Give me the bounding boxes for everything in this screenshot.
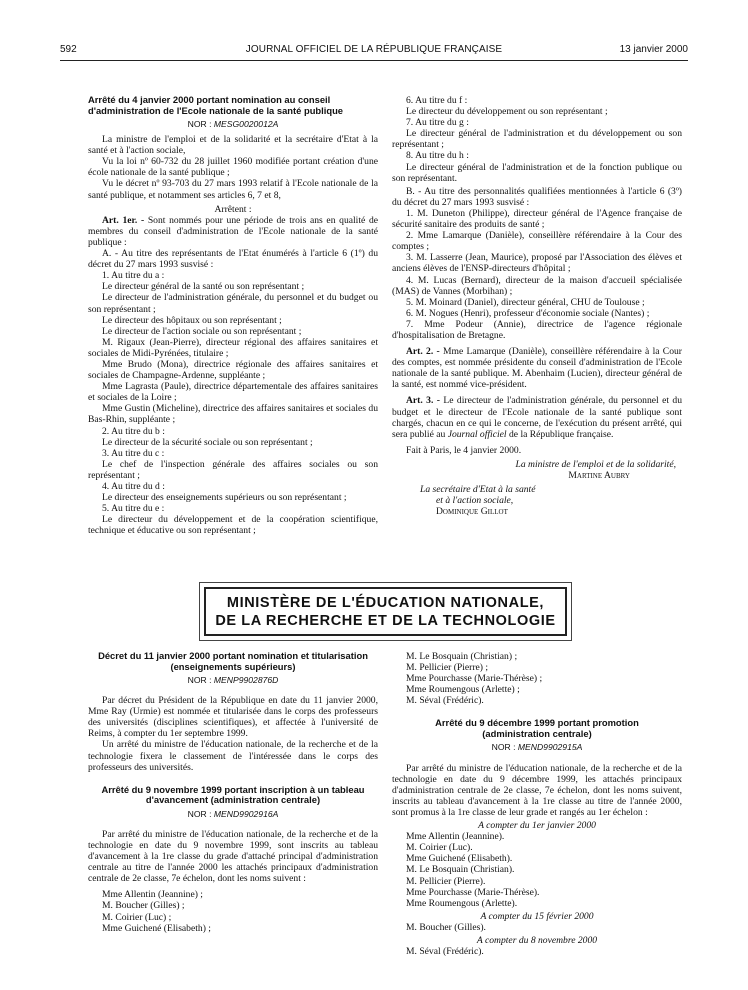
list-item: 2. Mme Lamarque (Danièle), conseillère référendaire à la Cour des comptes ; bbox=[392, 230, 682, 253]
art3-jo: Journal officiel bbox=[447, 428, 507, 440]
arrete1-fait: Fait à Paris, le 4 janvier 2000. bbox=[406, 444, 522, 456]
lower-right-column bbox=[392, 651, 682, 957]
name-item: M. Coirier (Luc). bbox=[406, 842, 473, 854]
arrete1-art2 bbox=[392, 346, 682, 390]
arrete1-p1: La ministre de l'emploi et de la solidarité et la secrétaire d'Etat à la santé et à l'action sociale, bbox=[88, 134, 378, 157]
arrete1-a-title: A. - Au titre des représentants de l'Etat énumérés à l'article 6 (1º) du décret du 27 mars 1993 susvisé : bbox=[88, 248, 378, 271]
nor-label: NOR : bbox=[491, 742, 516, 753]
art1-text: Sont nommés pour une période de trois ans en qualité de membres du conseil d'administration de l'Ecole nationale de la santé publique : bbox=[88, 214, 378, 248]
arrete1-right-items bbox=[392, 95, 682, 184]
arrete2-p1: Par arrêté du ministre de l'éducation nationale, de la recherche et de la technologie en date du 9 novembre 1999, sont inscrits au tableau d'avancement à la 1re classe du grade d'attaché principal d'administration centrale au titre de l'année 2000 les attachés principaux d'administration centrale de 2e classe, 7e échelon, dont les noms suivent : bbox=[88, 828, 378, 885]
arrete1-left-items bbox=[88, 270, 378, 536]
ministry-banner bbox=[204, 587, 567, 636]
page-header bbox=[60, 44, 688, 58]
banner-line-2: DE LA RECHERCHE ET DE LA TECHNOLOGIE bbox=[215, 612, 556, 629]
list-item: Le directeur des hôpitaux ou son représentant ; bbox=[102, 314, 282, 326]
sign2-role-a: La secrétaire d'Etat à la santé bbox=[420, 484, 536, 496]
list-item: 1. M. Duneton (Philippe), directeur général de l'Agence française de sécurité sanitaire des produits de santé ; bbox=[392, 207, 682, 231]
name-item: Mme Guichené (Elisabeth). bbox=[406, 853, 513, 865]
arrete1-right-column bbox=[392, 95, 682, 517]
list-item: 6. Au titre du f : bbox=[406, 95, 468, 106]
name-item: Mme Roumengous (Arlette) ; bbox=[406, 684, 520, 696]
decret-nor bbox=[88, 675, 378, 686]
banner-line-1: MINISTÈRE DE L'ÉDUCATION NATIONALE, bbox=[226, 594, 545, 611]
list-item: Le directeur des enseignements supérieurs ou son représentant ; bbox=[102, 492, 347, 504]
name-item: M. Boucher (Gilles). bbox=[406, 921, 486, 933]
arrete1-p3: Vu le décret nº 93-703 du 27 mars 1993 relatif à l'Ecole nationale de la santé publique, et notamment ses articles 6, 7 et 8, bbox=[88, 178, 378, 201]
list-item: 2. Au titre du b : bbox=[102, 425, 165, 437]
list-item: 4. Au titre du d : bbox=[102, 481, 165, 492]
list-item: Le directeur de la sécurité sociale ou son représentant ; bbox=[102, 436, 313, 448]
arrete3-group2 bbox=[392, 922, 682, 933]
arrete2-nor bbox=[88, 809, 378, 820]
arrete3-group1 bbox=[392, 831, 682, 909]
list-item: Mme Lagrasta (Paule), directrice départementale des affaires sanitaires et sociales de la Loire ; bbox=[88, 381, 378, 404]
sign1-name: Martine Aubry bbox=[568, 470, 630, 481]
arrete1-p2: Vu la loi nº 60-732 du 28 juillet 1960 modifiée portant création d'une école nationale de la santé publique ; bbox=[88, 156, 378, 179]
list-item: Le chef de l'inspection générale des affaires sociales ou son représentant ; bbox=[88, 458, 378, 481]
art2-text: Mme Lamarque (Danièle), conseillère référendaire à la Cour des comptes, est nommée présidente du conseil d'administration de l'Ecole nationale de la santé publique. M. Abenhaim (Lucien), directeur général de la santé, est nommé vice-président. bbox=[392, 346, 682, 391]
nor-code: MENP9902876D bbox=[213, 675, 279, 685]
list-item: Le directeur du développement et de la coopération scientifique, technique et éducative ou son représentant ; bbox=[88, 514, 378, 537]
list-item: Le directeur de l'action sociale ou son représentant ; bbox=[102, 325, 302, 337]
arrete1-art1 bbox=[88, 215, 378, 248]
arrete2-names-right bbox=[392, 651, 682, 706]
art3-label: Art. 3. - bbox=[406, 395, 440, 407]
arrete1-title: Arrêté du 4 janvier 2000 portant nomination au conseil d'administration de l'Ecole nationale de la santé publique bbox=[88, 94, 344, 116]
name-item: M. Séval (Frédéric). bbox=[406, 946, 484, 958]
list-item: 7. Mme Podeur (Annie), directrice de l'agence régionale d'hospitalisation de Bretagne. bbox=[392, 318, 682, 341]
group1-heading: A compter du 1er janvier 2000 bbox=[478, 820, 596, 832]
list-item: 8. Au titre du h : bbox=[406, 150, 469, 162]
list-item: 3. M. Lasserre (Jean, Maurice), proposé par l'Association des élèves et anciens élèves de l'ENSP-directeurs d'hôpital ; bbox=[392, 252, 682, 275]
arrete3-nor bbox=[392, 742, 682, 753]
group3-heading: A compter du 8 novembre 2000 bbox=[476, 934, 598, 946]
decret-p1: Par décret du Président de la République en date du 11 janvier 2000, Mme Ray (Urmie) est nommée et titularisée dans le corps des professeurs des universités (disciplines scientifiques), et affectée à l'université de Reims, à compter du 1er septembre 1999. bbox=[88, 695, 378, 740]
list-item: 5. Au titre du e : bbox=[102, 503, 165, 515]
arrete1-left-column bbox=[88, 95, 378, 536]
decret-p2: Un arrêté du ministre de l'éducation nationale, de la recherche et de la technologie fixera le classement de l'intéressée dans le corps des professeurs des universités. bbox=[88, 739, 378, 773]
arrete1-b-title: B. - Au titre des personnalités qualifiées mentionnées à l'article 6 (3º) du décret du 27 mars 1993 susvisé : bbox=[392, 185, 682, 208]
arrete1-b-items bbox=[392, 208, 682, 341]
art1-label: Art. 1er. - bbox=[102, 214, 145, 226]
issue-date: 13 janvier 2000 bbox=[619, 44, 688, 55]
list-item: M. Rigaux (Jean-Pierre), directeur régional des affaires sanitaires et sociales de Midi-Pyrénées, titulaire ; bbox=[88, 336, 378, 359]
lower-left-column bbox=[88, 651, 378, 934]
arrete1-nor bbox=[88, 119, 378, 130]
list-item: 4. M. Lucas (Bernard), directeur de la maison d'accueil spécialisée (MAS) de Vannes (Morbihan) ; bbox=[392, 274, 682, 297]
nor-label: NOR : bbox=[187, 808, 212, 819]
name-item: Mme Guichené (Elisabeth) ; bbox=[102, 922, 211, 934]
group2-heading: A compter du 15 février 2000 bbox=[480, 910, 594, 922]
name-item: Mme Pourchasse (Marie-Thérèse). bbox=[406, 886, 540, 898]
name-item: M. Boucher (Gilles) ; bbox=[102, 900, 185, 912]
list-item: Le directeur du développement ou son représentant ; bbox=[406, 106, 608, 118]
list-item: Mme Brudo (Mona), directrice régionale des affaires sanitaires et sociales de Champagne-Ardenne, suppléante ; bbox=[88, 358, 378, 382]
arrete1-art3 bbox=[392, 395, 682, 439]
journal-title: JOURNAL OFFICIEL DE LA RÉPUBLIQUE FRANÇAISE bbox=[245, 44, 503, 55]
name-item: M. Le Bosquain (Christian). bbox=[406, 864, 515, 876]
list-item: Le directeur de l'administration générale, du personnel et du budget ou son représentant ; bbox=[88, 292, 378, 315]
nor-code: MEND9902915A bbox=[517, 742, 583, 753]
name-item: Mme Roumengous (Arlette). bbox=[406, 897, 518, 909]
arrete2-title: Arrêté du 9 novembre 1999 portant inscription à un tableau d'avancement (administration centrale) bbox=[101, 783, 365, 806]
arrete1-arretent: Arrêtent : bbox=[214, 203, 252, 215]
arrete3-group3 bbox=[392, 946, 682, 957]
arrete3-title: Arrêté du 9 décembre 1999 portant promotion (administration centrale) bbox=[435, 717, 639, 739]
name-item: M. Séval (Frédéric). bbox=[406, 695, 484, 707]
name-item: Mme Allentin (Jeannine). bbox=[406, 831, 505, 843]
sign2-name: Dominique Gillot bbox=[436, 506, 508, 518]
sign2-role-b: et à l'action sociale, bbox=[436, 495, 514, 507]
list-item: Le directeur général de l'administration et du développement ou son représentant ; bbox=[392, 128, 682, 151]
name-item: M. Pellicier (Pierre) ; bbox=[406, 662, 489, 674]
list-item: 5. M. Moinard (Daniel), directeur général, CHU de Toulouse ; bbox=[406, 296, 645, 308]
nor-label: NOR : bbox=[187, 675, 212, 685]
list-item: Le directeur général de la santé ou son représentant ; bbox=[102, 281, 305, 293]
decret-title: Décret du 11 janvier 2000 portant nomination et titularisation (enseignements supérieurs) bbox=[98, 650, 368, 672]
nor-code: MEND9902916A bbox=[213, 808, 279, 819]
art2-label: Art. 2. - bbox=[406, 346, 440, 358]
list-item: 7. Au titre du g : bbox=[406, 117, 469, 129]
list-item: Mme Gustin (Micheline), directrice des affaires sanitaires et sociales du Bas-Rhin, suppléante ; bbox=[88, 403, 378, 426]
list-item: 6. M. Nogues (Henri), professeur d'économie sociale (Nantes) ; bbox=[406, 307, 650, 319]
art3-text-a: Le directeur de l'administration générale, du personnel et du budget et le directeur de l'Ecole nationale de la santé publique sont chargés, chacun en ce qui le concerne, de l'exécution du présent arrêté, qui sera publié au bbox=[392, 395, 682, 440]
arrete2-names-left bbox=[88, 889, 378, 933]
arrete3-p1: Par arrêté du ministre de l'éducation nationale, de la recherche et de la technologie en date du 9 décembre 1999, les attachés principaux d'administration centrale de 2e classe, 7e échelon, dont les noms suivent, inscrits au tableau d'avancement à la 1re classe au titre de l'année 2000, sont promus à la 1re classe de leur grade et rangés au 1er échelon : bbox=[392, 762, 682, 818]
name-item: Mme Pourchasse (Marie-Thérèse) ; bbox=[406, 673, 543, 685]
list-item: Le directeur général de l'administration et de la fonction publique ou son représentant. bbox=[392, 161, 682, 184]
name-item: M. Le Bosquain (Christian) ; bbox=[406, 651, 518, 662]
page-number: 592 bbox=[60, 44, 77, 55]
name-item: M. Pellicier (Pierre). bbox=[406, 875, 486, 887]
list-item: 3. Au titre du c : bbox=[102, 447, 165, 459]
art3-text-b: de la République française. bbox=[508, 428, 614, 440]
list-item: 1. Au titre du a : bbox=[102, 270, 165, 282]
name-item: M. Coirier (Luc) ; bbox=[102, 911, 172, 923]
nor-code: MESG0020012A bbox=[213, 119, 279, 129]
name-item: Mme Allentin (Jeannine) ; bbox=[102, 889, 203, 901]
nor-label: NOR : bbox=[187, 119, 212, 129]
header-rule bbox=[60, 60, 688, 61]
sign1-role: La ministre de l'emploi et de la solidarité, bbox=[515, 458, 676, 470]
